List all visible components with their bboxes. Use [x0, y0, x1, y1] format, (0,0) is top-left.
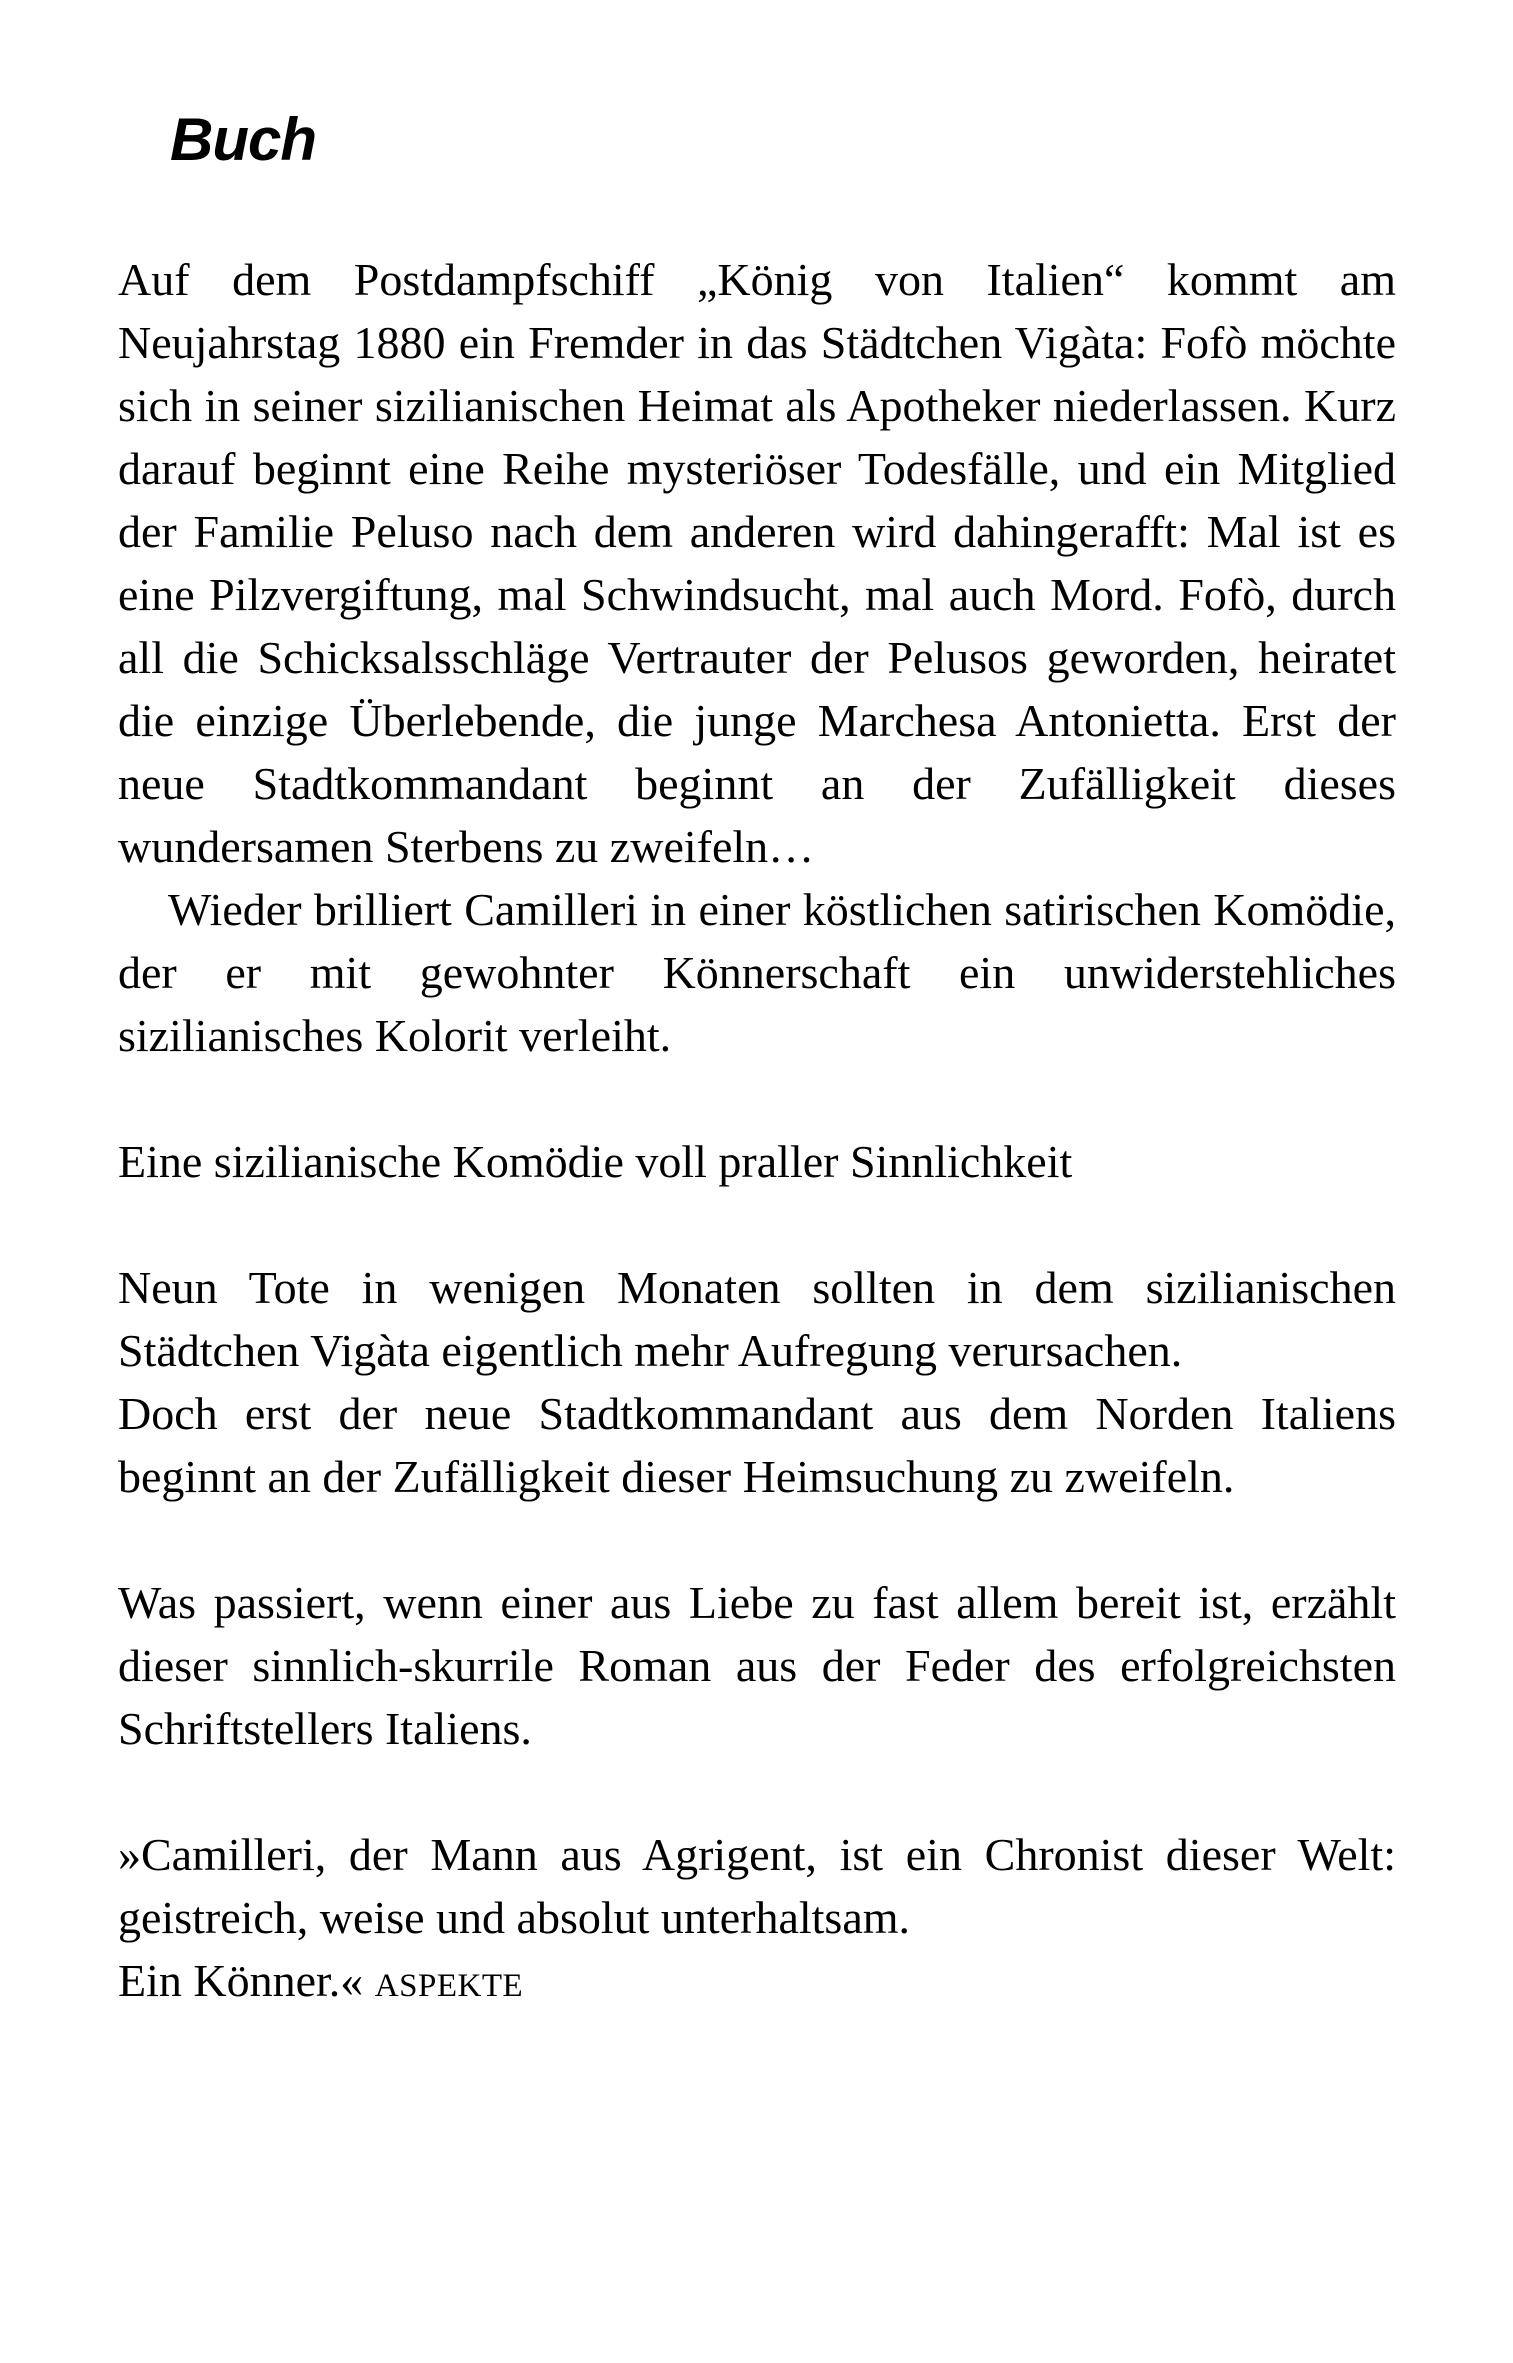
teaser-line-1: Neun Tote in wenigen Monaten sollten in dem sizilianischen Städtchen Vigàta eigentlich mehr Aufregung verursachen. — [118, 1262, 1396, 1376]
teaser-line-2: Doch erst der neue Stadtkommandant aus dem Norden Italiens beginnt an der Zufälligkeit dieser Heimsuchung zu zweifeln. — [118, 1388, 1396, 1502]
section-heading: Buch — [170, 106, 316, 173]
review-quote-last-line: Ein Könner.« — [118, 1955, 364, 2006]
blurb-paragraph-1: Auf dem Postdampfschiff „König von Italien“ kommt am Neujahrstag 1880 ein Fremder in das Städtchen Vigàta: Fofò möchte sich in seiner sizilianischen Heimat als Apotheker niederlassen. Kurz darauf beginnt eine Reihe mysteriöser Todesfälle, und ein Mitglied der Familie Peluso nach dem anderen wird dahingerafft: Mal ist es eine Pilzvergiftung, mal Schwindsucht, mal auch Mord. Fofò, durch all die Schicksalsschläge Vertrauter der Pelusos geworden, heiratet die einzige Überlebende, die junge Marchesa Antonietta. Erst der neue Stadtkommandant beginnt an der Zufälligkeit dieses wundersamen Sterbens zu zweifeln… — [118, 254, 1396, 872]
blurb-paragraph-2: Wieder brilliert Camilleri in einer köstlichen satirischen Komödie, der er mit gewohnter Könnerschaft ein unwiderstehliches sizilianisches Kolorit verleiht. — [118, 884, 1396, 1061]
book-description-page — [118, 106, 1396, 2018]
review-quote-ending — [118, 1949, 1396, 2018]
review-quote: »Camilleri, der Mann aus Agrigent, ist ein Chronist dieser Welt: geistreich, weise und absolut unterhaltsam. — [118, 1829, 1396, 1943]
question-paragraph: Was passiert, wenn einer aus Liebe zu fast allem bereit ist, erzählt dieser sinnlich-skurrile Roman aus der Feder des erfolgreichsten Schriftstellers Italiens. — [118, 1577, 1396, 1754]
tagline: Eine sizilianische Komödie voll praller Sinnlichkeit — [118, 1136, 1073, 1187]
review-source: ASPEKTE — [374, 1968, 524, 2004]
